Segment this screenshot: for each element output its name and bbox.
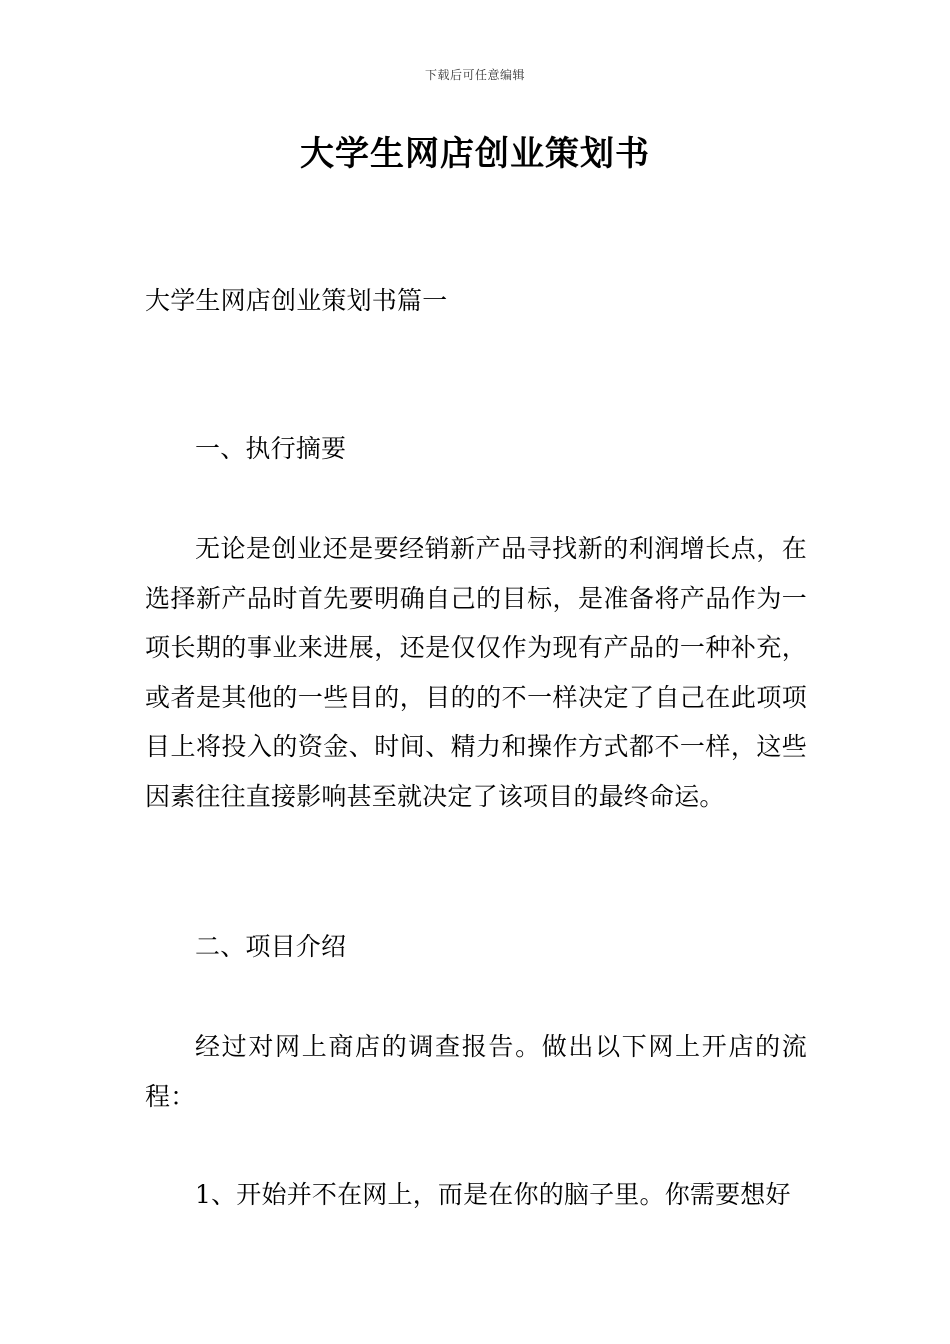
paragraph-project-intro: 经过对网上商店的调查报告。做出以下网上开店的流程： xyxy=(145,1032,807,1111)
document-subtitle: 大学生网店创业策划书篇一 xyxy=(145,286,448,315)
paragraph-step-1: 1、开始并不在网上，而是在你的脑子里。你需要想好 xyxy=(195,1180,791,1209)
section-heading-executive-summary: 一、执行摘要 xyxy=(195,434,347,463)
document-title: 大学生网店创业策划书 xyxy=(300,134,650,174)
section-heading-project-intro: 二、项目介绍 xyxy=(195,932,347,961)
header-note: 下载后可任意编辑 xyxy=(424,68,525,82)
paragraph-executive-summary: 无论是创业还是要经销新产品寻找新的利润增长点，在选择新产品时首先要明确自己的目标，是准备将产品作为一项长期的事业来进展，还是仅仅作为现有产品的一种补充，或者是其他的一些目的，目的的不一样决定了自己在此项项目上将投入的资金、时间、精力和操作方式都不一样，这些因素往往直接影响甚至就决定了该项目的最终命运。 xyxy=(145,534,807,811)
